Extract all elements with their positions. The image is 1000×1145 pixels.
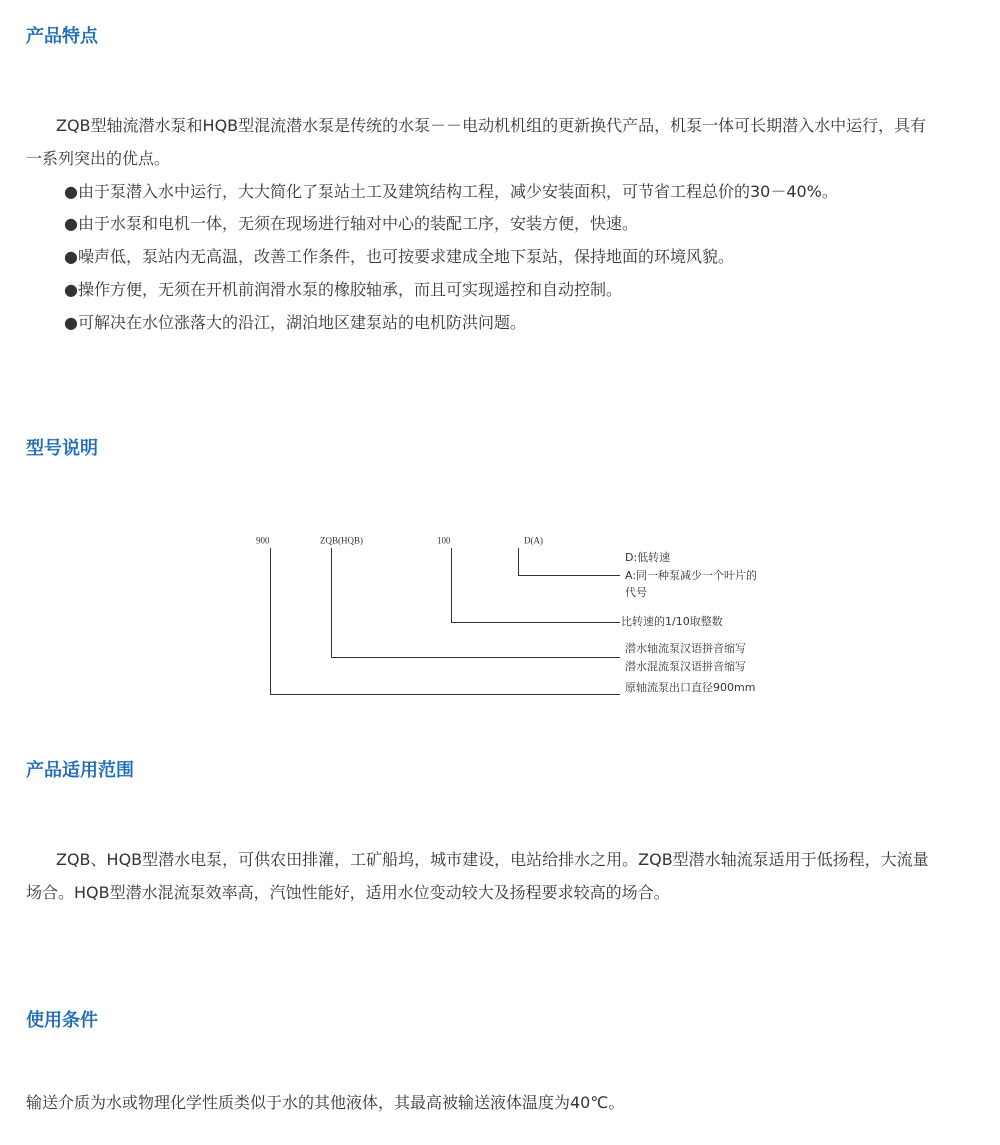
application-body: [26, 844, 936, 910]
features-intro: ZQB型轴流潜水泵和HQB型混流潜水泵是传统的水泵－－电动机机组的更新换代产品，机泵一体可长期潜入水中运行，具有一系列突出的优点。: [26, 116, 927, 168]
model-heading: 型号说明: [26, 438, 98, 459]
note-variant-a-cont: 代号: [625, 586, 647, 599]
code-label-specific-speed: 100: [437, 535, 451, 546]
conditions-heading: 使用条件: [26, 1010, 98, 1031]
code-label-type: ZQB(HQB): [320, 535, 363, 546]
note-specific-speed: 比转速的1/10取整数: [621, 615, 723, 628]
note-variant-d: D:低转速: [625, 551, 671, 564]
leader-line-diameter: [271, 548, 621, 695]
note-type-axial: 潜水轴流泵汉语拼音缩写: [625, 642, 746, 655]
feature-item: ●由于泵潜入水中运行，大大简化了泵站土工及建筑结构工程，减少安装面积，可节省工程总价的30－40%。: [64, 181, 838, 201]
conditions-body: [26, 1087, 936, 1120]
features-body: [26, 110, 936, 340]
code-label-diameter: 900: [256, 535, 270, 546]
note-diameter: 原轴流泵出口直径900mm: [625, 681, 756, 694]
features-heading: 产品特点: [26, 26, 98, 47]
code-label-variant: D(A): [524, 535, 543, 546]
application-heading: 产品适用范围: [26, 760, 134, 781]
feature-item: ●可解决在水位涨落大的沿江，湖泊地区建泵站的电机防洪问题。: [64, 312, 526, 332]
leader-line-variant: [519, 548, 621, 576]
feature-item: ●噪声低，泵站内无高温，改善工作条件，也可按要求建成全地下泵站，保持地面的环境风貌。: [64, 247, 734, 267]
note-variant-a: A:同一种泵减少一个叶片的: [625, 569, 758, 582]
leader-line-specific-speed: [452, 548, 621, 623]
note-type-mixed: 潜水混流泵汉语拼音缩写: [625, 660, 746, 673]
model-code-diagram: [240, 528, 800, 703]
feature-item: ●由于水泵和电机一体，无须在现场进行轴对中心的装配工序，安装方便，快速。: [64, 214, 638, 234]
feature-item: ●操作方便，无须在开机前润滑水泵的橡胶轴承，而且可实现遥控和自动控制。: [64, 279, 622, 299]
conditions-text: 输送介质为水或物理化学性质类似于水的其他液体，其最高被输送液体温度为40℃。: [26, 1093, 625, 1112]
application-text: ZQB、HQB型潜水电泵，可供农田排灌，工矿船坞，城市建设，电站给排水之用。ZQB型潜水轴流泵适用于低扬程，大流量场合。HQB型潜水混流泵效率高，汽蚀性能好，适用水位变动较大及扬程要求较高的场合。: [26, 850, 929, 902]
leader-line-type: [332, 548, 621, 658]
